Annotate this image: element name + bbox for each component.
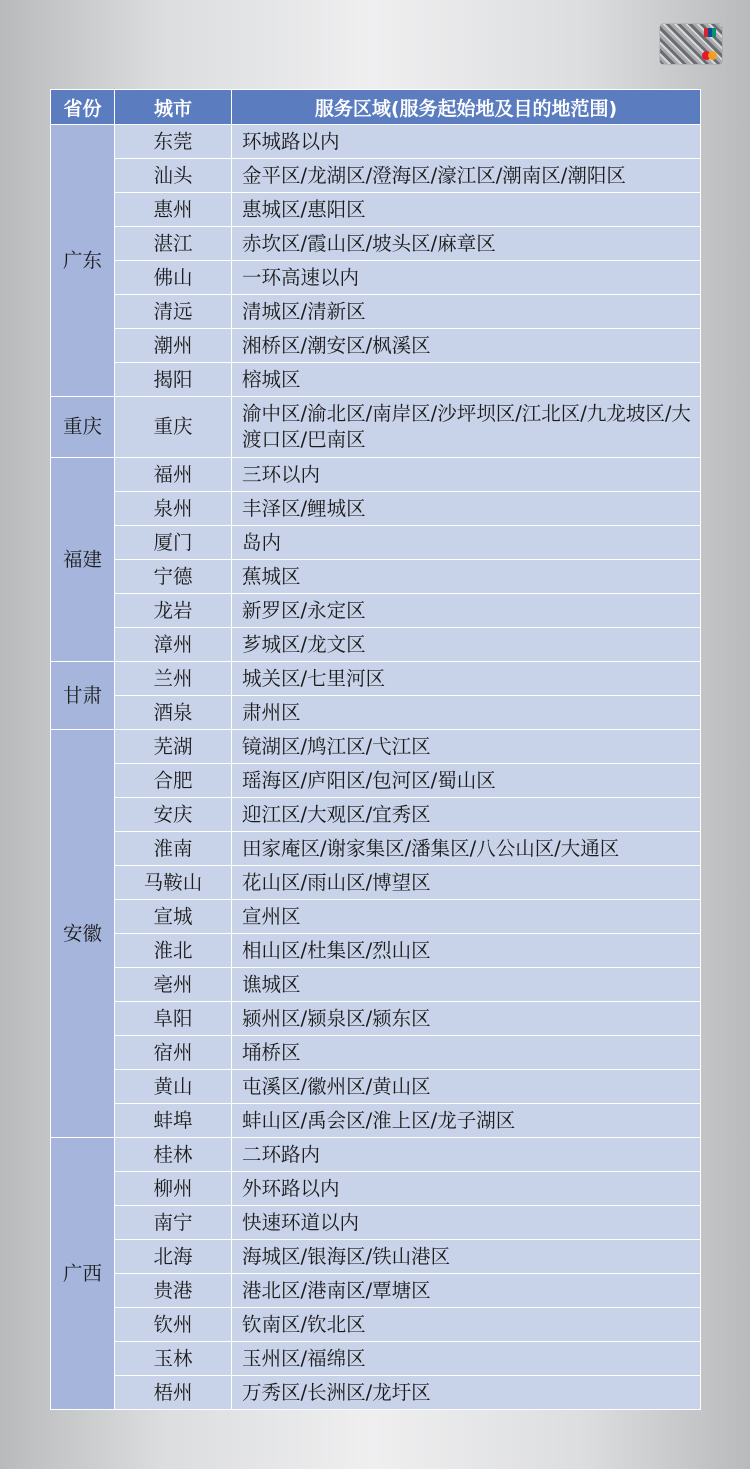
bank-card-logo xyxy=(660,24,722,64)
table-row xyxy=(51,1138,701,1172)
table-row xyxy=(51,764,701,798)
table-row xyxy=(51,696,701,730)
city-cell: 芜湖 xyxy=(115,730,232,764)
area-cell: 宣州区 xyxy=(232,900,701,934)
city-cell: 惠州 xyxy=(115,193,232,227)
table-row xyxy=(51,125,701,159)
table-row xyxy=(51,492,701,526)
table-row xyxy=(51,594,701,628)
area-cell: 外环路以内 xyxy=(232,1172,701,1206)
table-row xyxy=(51,662,701,696)
table-row xyxy=(51,295,701,329)
city-cell: 佛山 xyxy=(115,261,232,295)
city-cell: 阜阳 xyxy=(115,1002,232,1036)
area-cell: 清城区/清新区 xyxy=(232,295,701,329)
area-cell: 迎江区/大观区/宜秀区 xyxy=(232,798,701,832)
city-cell: 兰州 xyxy=(115,662,232,696)
area-cell: 颍州区/颍泉区/颍东区 xyxy=(232,1002,701,1036)
area-cell: 万秀区/长洲区/龙圩区 xyxy=(232,1376,701,1410)
city-cell: 宁德 xyxy=(115,560,232,594)
city-cell: 南宁 xyxy=(115,1206,232,1240)
area-cell: 玉州区/福绵区 xyxy=(232,1342,701,1376)
table-row xyxy=(51,458,701,492)
area-cell: 丰泽区/鲤城区 xyxy=(232,492,701,526)
city-cell: 宣城 xyxy=(115,900,232,934)
area-cell: 榕城区 xyxy=(232,363,701,397)
city-cell: 重庆 xyxy=(115,397,232,458)
city-cell: 贵港 xyxy=(115,1274,232,1308)
city-cell: 宿州 xyxy=(115,1036,232,1070)
city-cell: 东莞 xyxy=(115,125,232,159)
table-row xyxy=(51,397,701,458)
city-cell: 漳州 xyxy=(115,628,232,662)
city-cell: 钦州 xyxy=(115,1308,232,1342)
header-area: 服务区域(服务起始地及目的地范围) xyxy=(232,90,701,125)
table-body xyxy=(51,125,701,1410)
area-cell: 肃州区 xyxy=(232,696,701,730)
table-row xyxy=(51,934,701,968)
city-cell: 厦门 xyxy=(115,526,232,560)
area-cell: 港北区/港南区/覃塘区 xyxy=(232,1274,701,1308)
table-row xyxy=(51,159,701,193)
area-cell: 钦南区/钦北区 xyxy=(232,1308,701,1342)
table-row xyxy=(51,730,701,764)
table-row xyxy=(51,1036,701,1070)
area-cell: 海城区/银海区/铁山港区 xyxy=(232,1240,701,1274)
city-cell: 柳州 xyxy=(115,1172,232,1206)
table-row xyxy=(51,900,701,934)
table-row xyxy=(51,1104,701,1138)
area-cell: 二环路内 xyxy=(232,1138,701,1172)
table-row xyxy=(51,526,701,560)
header-province: 省份 xyxy=(51,90,115,125)
area-cell: 湘桥区/潮安区/枫溪区 xyxy=(232,329,701,363)
area-cell: 谯城区 xyxy=(232,968,701,1002)
city-cell: 泉州 xyxy=(115,492,232,526)
area-cell: 镜湖区/鸠江区/弋江区 xyxy=(232,730,701,764)
province-cell: 广东 xyxy=(51,125,115,397)
table-row xyxy=(51,560,701,594)
table-header-row xyxy=(51,90,701,125)
city-cell: 揭阳 xyxy=(115,363,232,397)
table-row xyxy=(51,798,701,832)
table-row xyxy=(51,866,701,900)
city-cell: 湛江 xyxy=(115,227,232,261)
area-cell: 城关区/七里河区 xyxy=(232,662,701,696)
city-cell: 梧州 xyxy=(115,1376,232,1410)
area-cell: 惠城区/惠阳区 xyxy=(232,193,701,227)
city-cell: 安庆 xyxy=(115,798,232,832)
area-cell: 岛内 xyxy=(232,526,701,560)
city-cell: 合肥 xyxy=(115,764,232,798)
area-cell: 芗城区/龙文区 xyxy=(232,628,701,662)
city-cell: 福州 xyxy=(115,458,232,492)
city-cell: 酒泉 xyxy=(115,696,232,730)
city-cell: 淮北 xyxy=(115,934,232,968)
area-cell: 渝中区/渝北区/南岸区/沙坪坝区/江北区/九龙坡区/大渡口区/巴南区 xyxy=(232,397,701,458)
area-cell: 新罗区/永定区 xyxy=(232,594,701,628)
city-cell: 亳州 xyxy=(115,968,232,1002)
province-cell: 重庆 xyxy=(51,397,115,458)
area-cell: 蚌山区/禹会区/淮上区/龙子湖区 xyxy=(232,1104,701,1138)
city-cell: 汕头 xyxy=(115,159,232,193)
area-cell: 田家庵区/谢家集区/潘集区/八公山区/大通区 xyxy=(232,832,701,866)
area-cell: 蕉城区 xyxy=(232,560,701,594)
area-cell: 一环高速以内 xyxy=(232,261,701,295)
city-cell: 淮南 xyxy=(115,832,232,866)
table-row xyxy=(51,1206,701,1240)
area-cell: 赤坎区/霞山区/坡头区/麻章区 xyxy=(232,227,701,261)
city-cell: 桂林 xyxy=(115,1138,232,1172)
city-cell: 清远 xyxy=(115,295,232,329)
area-cell: 瑶海区/庐阳区/包河区/蜀山区 xyxy=(232,764,701,798)
area-cell: 相山区/杜集区/烈山区 xyxy=(232,934,701,968)
area-cell: 埇桥区 xyxy=(232,1036,701,1070)
city-cell: 龙岩 xyxy=(115,594,232,628)
mastercard-icon xyxy=(702,51,718,60)
table-row xyxy=(51,1342,701,1376)
service-area-table xyxy=(50,89,701,1410)
table-row xyxy=(51,261,701,295)
province-cell: 福建 xyxy=(51,458,115,662)
city-cell: 黄山 xyxy=(115,1070,232,1104)
area-cell: 快速环道以内 xyxy=(232,1206,701,1240)
area-cell: 屯溪区/徽州区/黄山区 xyxy=(232,1070,701,1104)
province-cell: 广西 xyxy=(51,1138,115,1410)
table-row xyxy=(51,193,701,227)
area-cell: 花山区/雨山区/博望区 xyxy=(232,866,701,900)
area-cell: 环城路以内 xyxy=(232,125,701,159)
province-cell: 甘肃 xyxy=(51,662,115,730)
table-row xyxy=(51,1002,701,1036)
city-cell: 蚌埠 xyxy=(115,1104,232,1138)
table-row xyxy=(51,227,701,261)
header-city: 城市 xyxy=(115,90,232,125)
table-row xyxy=(51,1376,701,1410)
table-row xyxy=(51,1274,701,1308)
area-cell: 金平区/龙湖区/澄海区/濠江区/潮南区/潮阳区 xyxy=(232,159,701,193)
area-cell: 三环以内 xyxy=(232,458,701,492)
table-row xyxy=(51,1308,701,1342)
city-cell: 玉林 xyxy=(115,1342,232,1376)
table-row xyxy=(51,1070,701,1104)
city-cell: 马鞍山 xyxy=(115,866,232,900)
table-row xyxy=(51,329,701,363)
city-cell: 潮州 xyxy=(115,329,232,363)
table-row xyxy=(51,628,701,662)
unionpay-icon xyxy=(704,28,716,37)
table-row xyxy=(51,363,701,397)
table-row xyxy=(51,968,701,1002)
table-row xyxy=(51,1240,701,1274)
city-cell: 北海 xyxy=(115,1240,232,1274)
province-cell: 安徽 xyxy=(51,730,115,1138)
table-row xyxy=(51,1172,701,1206)
table-row xyxy=(51,832,701,866)
